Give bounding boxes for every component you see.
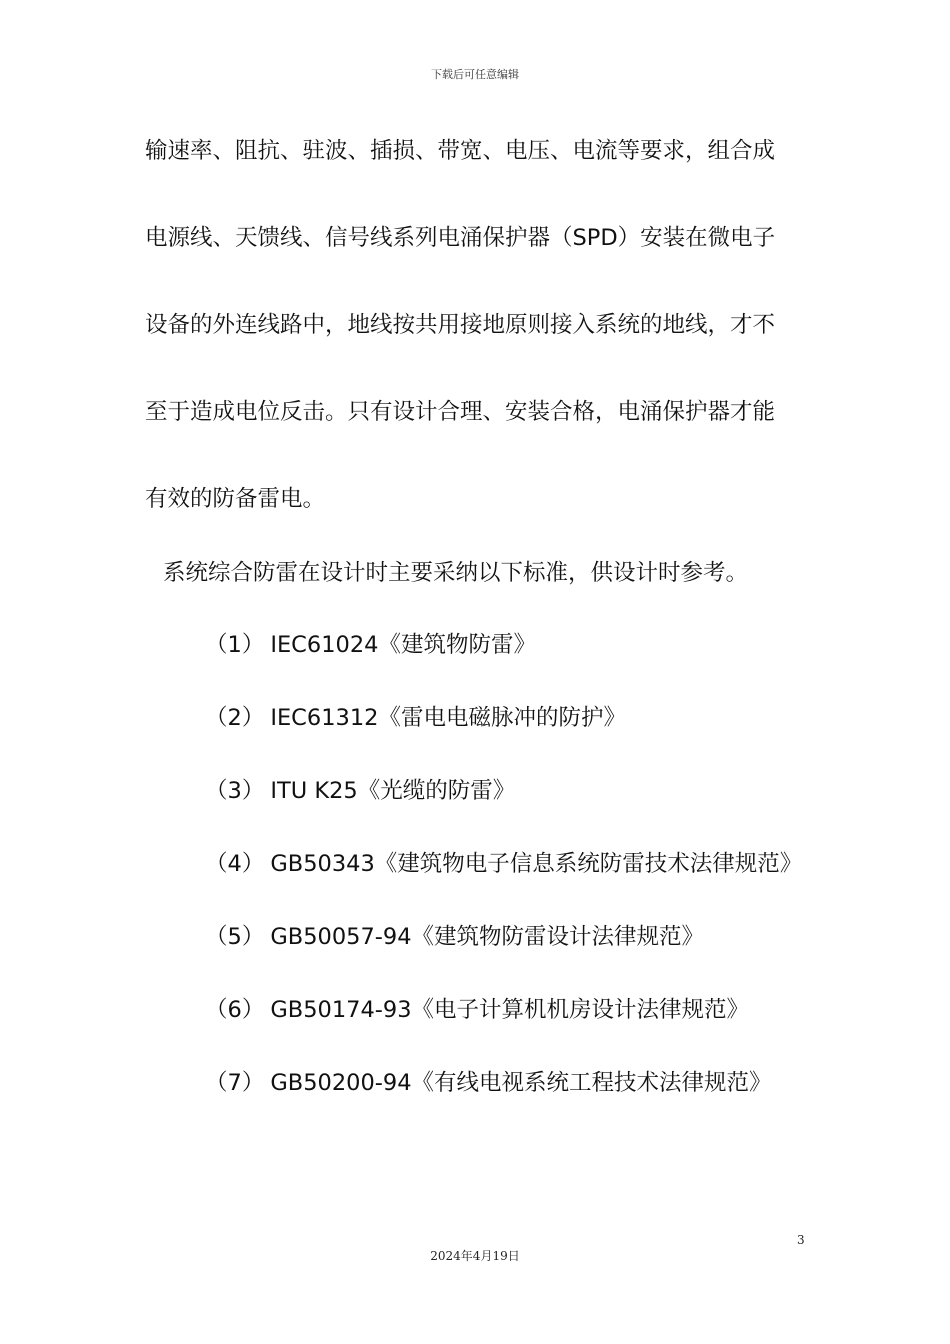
paragraph-line-3: 设备的外连线路中，地线按共用接地原则接入系统的地线，才不 [145,312,776,338]
reference-number: （2） [205,705,265,731]
page-header: 下载后可任意编辑 [431,68,519,81]
reference-number: （4） [205,851,265,877]
reference-number: （6） [205,997,265,1023]
reference-text: GB50174-93《电子计算机机房设计法律规范》 [270,997,750,1023]
paragraph-line-1: 输速率、阻抗、驻波、插损、带宽、电压、电流等要求，组合成 [145,138,776,164]
paragraph-line-2: 电源线、天馈线、信号线系列电涌保护器（SPD）安装在微电子 [145,225,776,251]
reference-text: ITU K25《光缆的防雷》 [270,778,516,804]
reference-item [205,630,536,660]
reference-item [205,1068,772,1098]
standards-intro: 系统综合防雷在设计时主要采纳以下标准，供设计时参考。 [163,560,749,586]
reference-item [205,776,515,806]
paragraph-line-4: 至于造成电位反击。只有设计合理、安装合格，电涌保护器才能 [145,399,776,425]
reference-number: （7） [205,1070,265,1096]
reference-item [205,922,704,952]
reference-text: GB50057-94《建筑物防雷设计法律规范》 [270,924,705,950]
reference-item [205,703,626,733]
page-number: 3 [797,1233,805,1247]
reference-number: （5） [205,924,265,950]
footer-date: 2024年4月19日 [430,1249,520,1263]
reference-text: IEC61024《建筑物防雷》 [270,632,536,658]
reference-number: （3） [205,778,265,804]
paragraph-line-5: 有效的防备雷电。 [145,486,326,512]
reference-text: IEC61312《雷电电磁脉冲的防护》 [270,705,626,731]
reference-item [205,995,749,1025]
reference-text: GB50343《建筑物电子信息系统防雷技术法律规范》 [270,851,803,877]
reference-number: （1） [205,632,265,658]
reference-text: GB50200-94《有线电视系统工程技术法律规范》 [270,1070,772,1096]
reference-item [205,849,802,879]
